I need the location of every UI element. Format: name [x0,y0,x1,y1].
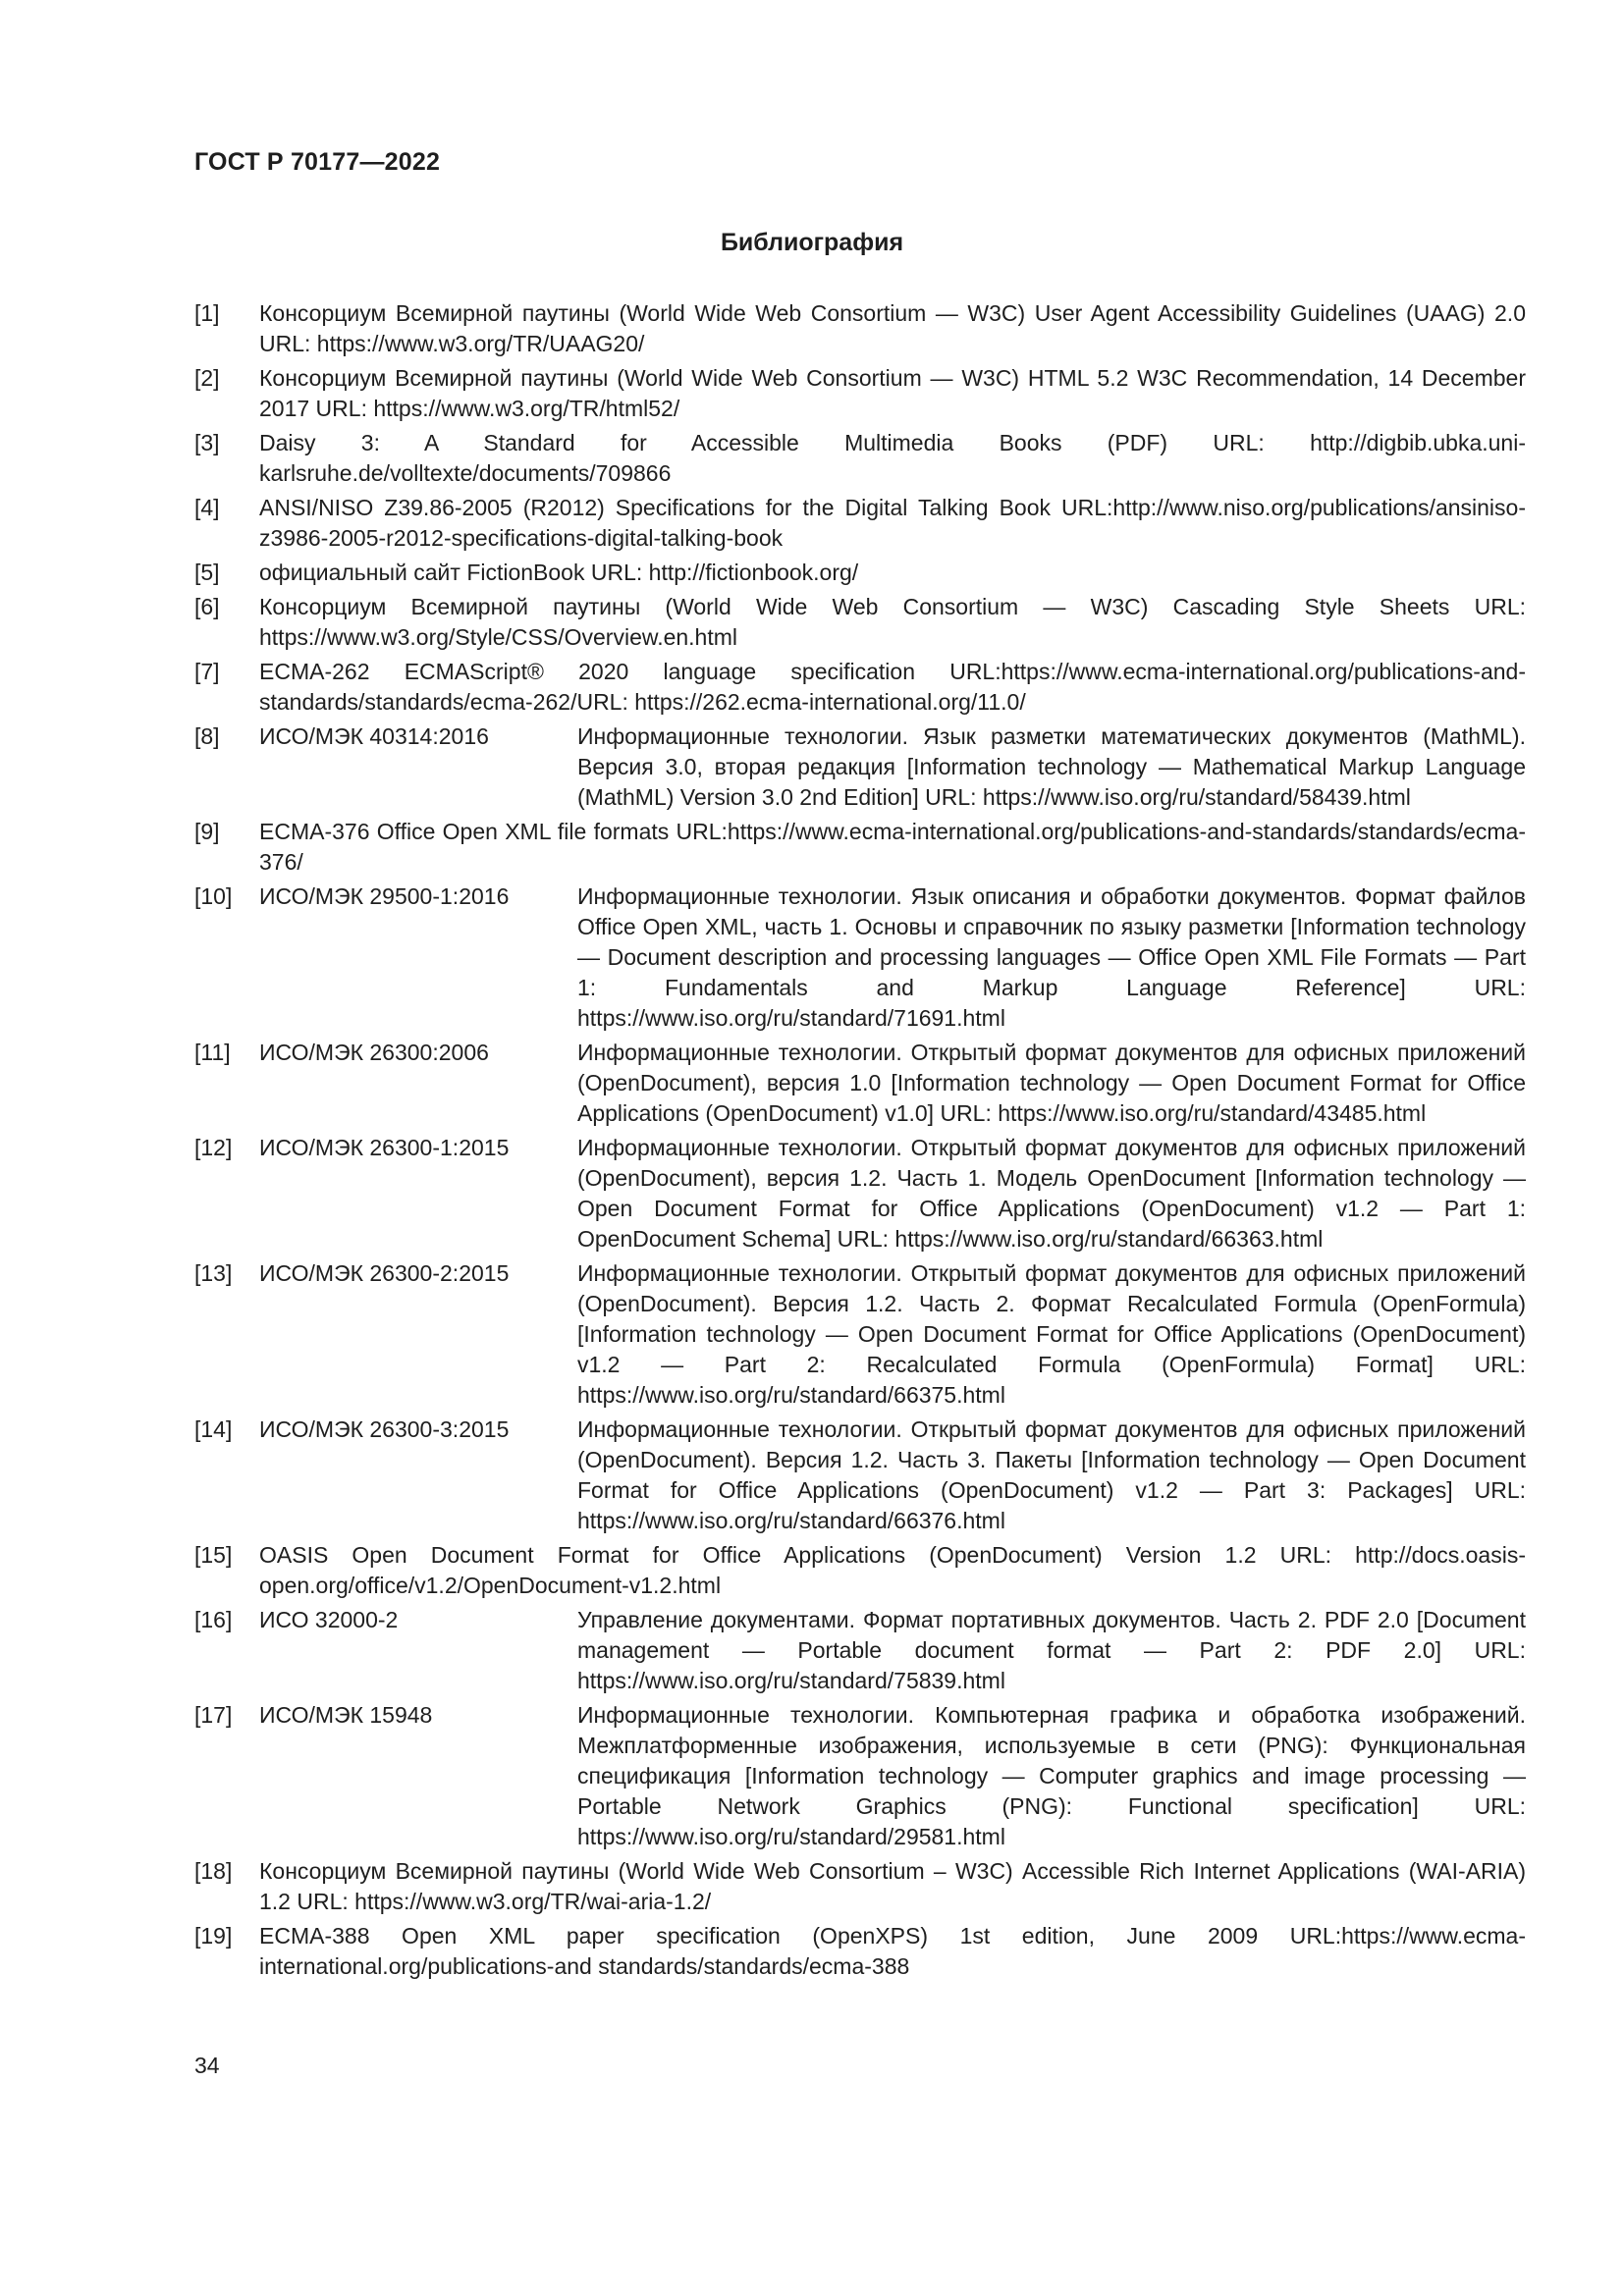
entry-number: [17] [194,1702,233,1728]
entry-text: Информационные технологии. Открытый формат документов для офисных приложений (OpenDocument), версия 1.0 [Information technology — Open Document Format for Office Applications (OpenDocument) v1.0] URL: https://www.iso.org/ru/standard/43485.html [577,1040,1526,1126]
entry-number: [11] [194,1040,231,1065]
document-code: ГОСТ Р 70177—2022 [194,148,441,176]
bibliography-entry [194,1258,1526,1411]
entry-text: ECMA-262 ECMAScript® 2020 language specification URL:https://www.ecma-international.org/publications-and-standards/standards/ecma-262/URL: https://262.ecma-international.org/11.0/ [259,659,1526,715]
entry-standard-code: ИСО/МЭК 26300:2006 [259,1040,489,1065]
bibliography-entry [194,657,1526,718]
bibliography-entry [194,881,1526,1034]
bibliography-list [194,298,1526,1986]
entry-number: [5] [194,560,220,585]
entry-number: [19] [194,1923,233,1949]
entry-text: официальный сайт FictionBook URL: http://fictionbook.org/ [259,560,859,585]
bibliography-entry [194,1605,1526,1696]
entry-number: [15] [194,1542,233,1568]
bibliography-entry [194,428,1526,489]
entry-text: ANSI/NISO Z39.86-2005 (R2012) Specifications for the Digital Talking Book URL:http://www.niso.org/publications/ansiniso-z3986-2005-r2012-specifications-digital-talking-book [259,495,1526,551]
bibliography-entry [194,592,1526,653]
page-number: 34 [194,2053,220,2078]
bibliography-entry [194,1540,1526,1601]
entry-text: Управление документами. Формат портативных документов. Часть 2. PDF 2.0 [Document management — Portable document format — Part 2: PDF 2.0] URL: https://www.iso.org/ru/standard/75839.html [577,1607,1526,1693]
entry-text: ECMA-376 Office Open XML file formats URL:https://www.ecma-international.org/publications-and-standards/standards/ecma-376/ [259,819,1526,875]
entry-text: OASIS Open Document Format for Office Applications (OpenDocument) Version 1.2 URL: http://docs.oasis-open.org/office/v1.2/OpenDocument-v1.2.html [259,1542,1526,1598]
entry-number: [16] [194,1607,233,1632]
bibliography-entry [194,1038,1526,1129]
entry-text: Информационные технологии. Язык разметки математических документов (MathML). Версия 3.0, вторая редакция [Information technology — Mathematical Markup Language (MathML) Version 3.0 2nd Edition] URL: https://www.iso.org/ru/standard/58439.html [577,723,1526,810]
entry-standard-code: ИСО/МЭК 26300-1:2015 [259,1135,510,1160]
entry-text: Консорциум Всемирной паутины (World Wide Web Consortium – W3C) Accessible Rich Internet Applications (WAI-ARIA) 1.2 URL: https://www.w3.org/TR/wai-aria-1.2/ [259,1858,1526,1914]
bibliography-entry [194,1856,1526,1917]
bibliography-entry [194,298,1526,359]
entry-standard-code: ИСО/МЭК 26300-3:2015 [259,1416,510,1442]
entry-standard-code: ИСО/МЭК 40314:2016 [259,723,489,749]
entry-number: [14] [194,1416,233,1442]
entry-number: [4] [194,495,220,520]
entry-text: Информационные технологии. Открытый формат документов для офисных приложений (OpenDocument), версия 1.2. Часть 1. Модель OpenDocument [Information technology — Open Document Format for Office Applications (OpenDocument) v1.2 — Part 1: OpenDocument Schema] URL: https://www.iso.org/ru/standard/66363.html [577,1135,1526,1252]
entry-standard-code: ИСО 32000-2 [259,1607,399,1632]
entry-number: [13] [194,1260,233,1286]
entry-number: [8] [194,723,220,749]
entry-number: [10] [194,883,233,909]
entry-text: Консорциум Всемирной паутины (World Wide Web Consortium — W3C) User Agent Accessibility Guidelines (UAAG) 2.0 URL: https://www.w3.org/TR/UAAG20/ [259,300,1526,356]
entry-number: [1] [194,300,220,326]
entry-number: [18] [194,1858,233,1884]
entry-standard-code: ИСО/МЭК 15948 [259,1702,433,1728]
entry-number: [7] [194,659,220,684]
entry-number: [9] [194,819,220,844]
bibliography-entry [194,817,1526,878]
entry-text: Информационные технологии. Язык описания и обработки документов. Формат файлов Office Open XML, часть 1. Основы и справочник по языку разметки [Information technology — Document description and processing languages — Office Open XML File Formats — Part 1: Fundamentals and Markup Language Reference] URL: https://www.iso.org/ru/standard/71691.html [577,883,1526,1031]
entry-text: Информационные технологии. Открытый формат документов для офисных приложений (OpenDocument). Версия 1.2. Часть 2. Формат Recalculated Formula (OpenFormula) [Information technology — Open Document Format for Office Applications (OpenDocument) v1.2 — Part 2: Recalculated Formula (OpenFormula) Format] URL: https://www.iso.org/ru/standard/66375.html [577,1260,1526,1408]
entry-text: Информационные технологии. Открытый формат документов для офисных приложений (OpenDocument). Версия 1.2. Часть 3. Пакеты [Information technology — Open Document Format for Office Applications (OpenDocument) v1.2 — Part 3: Packages] URL: https://www.iso.org/ru/standard/66376.html [577,1416,1526,1533]
bibliography-entry [194,721,1526,813]
entry-number: [3] [194,430,220,455]
entry-number: [6] [194,594,220,619]
entry-number: [2] [194,365,220,391]
bibliography-entry [194,1700,1526,1852]
section-title: Библиография [720,229,904,256]
bibliography-entry [194,558,1526,588]
bibliography-entry [194,1133,1526,1255]
entry-text: Информационные технологии. Компьютерная графика и обработка изображений. Межплатформенные изображения, используемые в сети (PNG): Функциональная спецификация [Information technology — Computer graphics and image processing — Portable Network Graphics (PNG): Functional specification] URL: https://www.iso.org/ru/standard/29581.html [577,1702,1526,1849]
entry-number: [12] [194,1135,233,1160]
entry-text: ECMA-388 Open XML paper specification (OpenXPS) 1st edition, June 2009 URL:https://www.ecma-international.org/publications-and standards/standards/ecma-388 [259,1923,1526,1979]
entry-standard-code: ИСО/МЭК 29500-1:2016 [259,883,510,909]
entry-text: Консорциум Всемирной паутины (World Wide Web Consortium — W3C) HTML 5.2 W3C Recommendation, 14 December 2017 URL: https://www.w3.org/TR/html52/ [259,365,1526,421]
bibliography-entry [194,1415,1526,1536]
bibliography-entry [194,363,1526,424]
bibliography-entry [194,1921,1526,1982]
entry-standard-code: ИСО/МЭК 26300-2:2015 [259,1260,510,1286]
bibliography-entry [194,493,1526,554]
entry-text: Консорциум Всемирной паутины (World Wide Web Consortium — W3C) Cascading Style Sheets URL: https://www.w3.org/Style/CSS/Overview.en.html [259,594,1526,650]
entry-text: Daisy 3: A Standard for Accessible Multimedia Books (PDF) URL: http://digbib.ubka.uni-karlsruhe.de/volltexte/documents/709866 [259,430,1526,486]
